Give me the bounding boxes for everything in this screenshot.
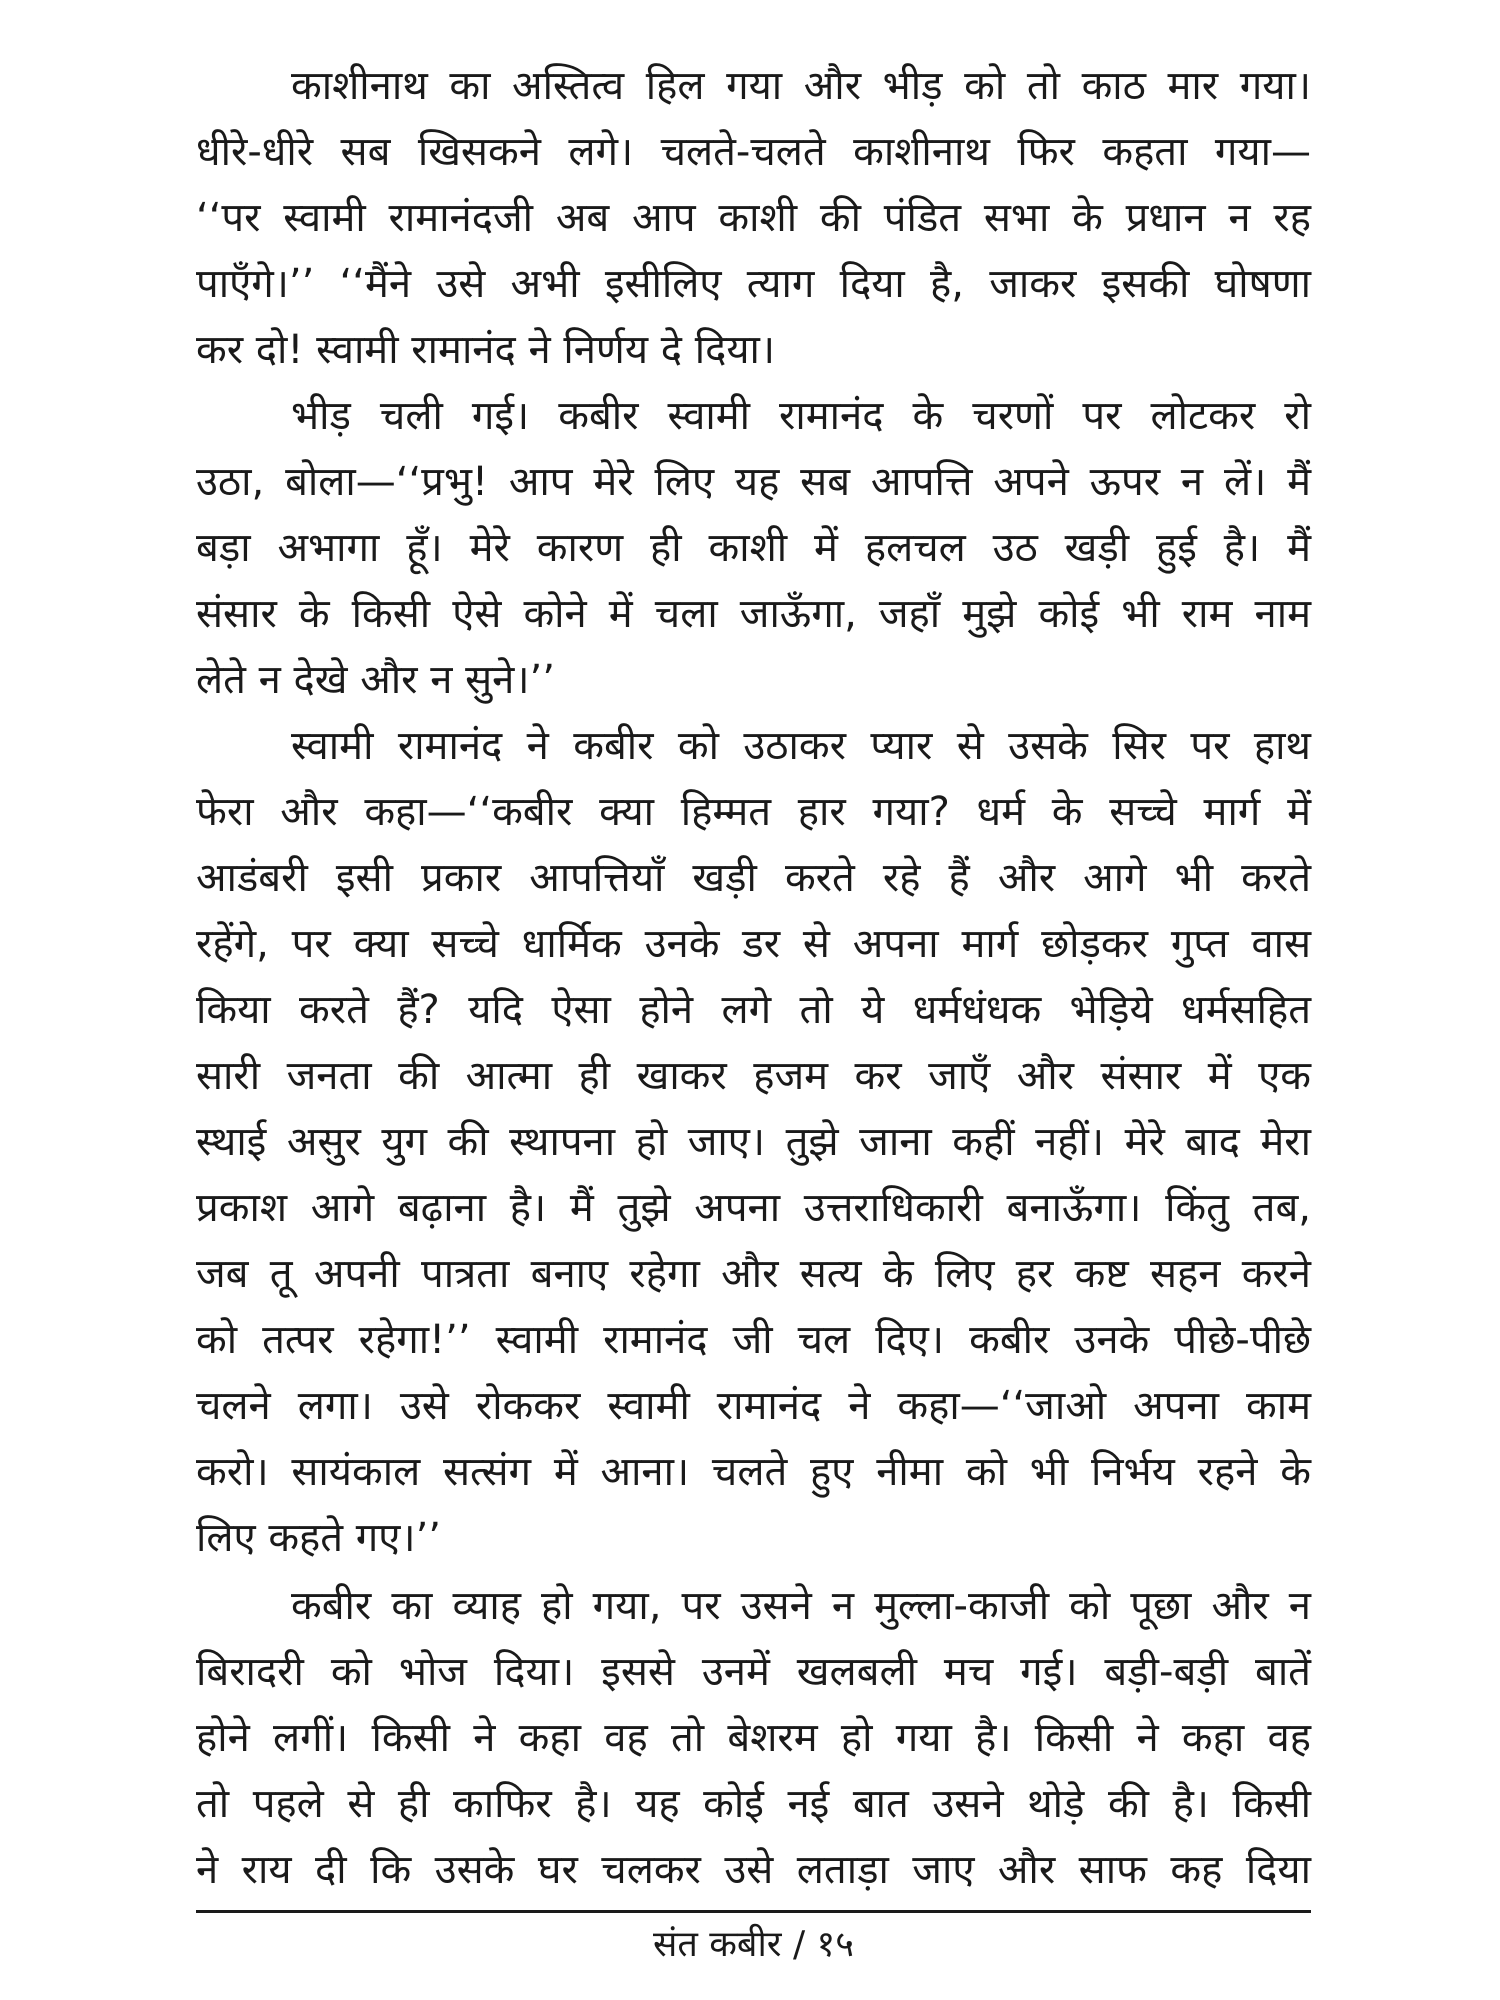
text-line: रहेंगे, पर क्या सच्चे धार्मिक उनके डर से अपना मार्ग छोड़कर गुप्त वास (196, 921, 1311, 967)
page-footer: संत कबीर / १५ (652, 1924, 854, 1965)
footer-rule (196, 1910, 1311, 1913)
text-line: आडंबरी इसी प्रकार आपत्तियाँ खड़ी करते रहे हैं और आगे भी करते (196, 855, 1311, 901)
text-line: करो। सायंकाल सत्संग में आना। चलते हुए नीमा को भी निर्भय रहने के (196, 1449, 1311, 1495)
text-line: को तत्पर रहेगा!’’ स्वामी रामानंद जी चल दिए। कबीर उनके पीछे-पीछे (196, 1317, 1311, 1363)
text-line: भीड़ चली गई। कबीर स्वामी रामानंद के चरणों पर लोटकर रो (291, 393, 1311, 439)
text-line: तो पहले से ही काफिर है। यह कोई नई बात उसने थोड़े की है। किसी (196, 1781, 1311, 1827)
text-line: बिरादरी को भोज दिया। इससे उनमें खलबली मच गई। बड़ी-बड़ी बातें (196, 1649, 1311, 1695)
text-line: प्रकाश आगे बढ़ाना है। मैं तुझे अपना उत्तराधिकारी बनाऊँगा। किंतु तब, (196, 1185, 1311, 1231)
text-line: होने लगीं। किसी ने कहा वह तो बेशरम हो गया है। किसी ने कहा वह (196, 1715, 1311, 1761)
text-line: बड़ा अभागा हूँ। मेरे कारण ही काशी में हलचल उठ खड़ी हुई है। मैं (196, 525, 1311, 571)
text-line: स्वामी रामानंद ने कबीर को उठाकर प्यार से उसके सिर पर हाथ (291, 723, 1311, 769)
text-line: धीरे-धीरे सब खिसकने लगे। चलते-चलते काशीनाथ फिर कहता गया— (196, 129, 1311, 175)
text-line: लेते न देखे और न सुने।’’ (196, 657, 555, 703)
page-footer-area (196, 52, 1311, 1965)
text-line: उठा, बोला—‘‘प्रभु! आप मेरे लिए यह सब आपत्ति अपने ऊपर न लें। मैं (196, 459, 1311, 505)
text-line: जब तू अपनी पात्रता बनाए रहेगा और सत्य के लिए हर कष्ट सहन करने (196, 1251, 1311, 1297)
text-line: लिए कहते गए।’’ (196, 1515, 442, 1561)
text-line: कर दो! स्वामी रामानंद ने निर्णय दे दिया। (196, 327, 776, 373)
text-line: ‘‘पर स्वामी रामानंदजी अब आप काशी की पंडित सभा के प्रधान न रह (196, 195, 1311, 241)
text-line: चलने लगा। उसे रोककर स्वामी रामानंद ने कहा—‘‘जाओ अपना काम (196, 1383, 1311, 1429)
text-line: सारी जनता की आत्मा ही खाकर हजम कर जाएँ और संसार में एक (196, 1053, 1311, 1099)
text-line: किया करते हैं? यदि ऐसा होने लगे तो ये धर्मधंधक भेड़िये धर्मसहित (196, 987, 1311, 1033)
text-line: फेरा और कहा—‘‘कबीर क्या हिम्मत हार गया? धर्म के सच्चे मार्ग में (196, 789, 1311, 835)
text-line: स्थाई असुर युग की स्थापना हो जाए। तुझे जाना कहीं नहीं। मेरे बाद मेरा (196, 1119, 1311, 1165)
text-line: ने राय दी कि उसके घर चलकर उसे लताड़ा जाए और साफ कह दिया (196, 1847, 1311, 1893)
text-line: संसार के किसी ऐसे कोने में चला जाऊँगा, जहाँ मुझे कोई भी राम नाम (196, 591, 1311, 637)
text-line: काशीनाथ का अस्तित्व हिल गया और भीड़ को तो काठ मार गया। (291, 63, 1311, 109)
text-line: पाएँगे।’’ ‘‘मैंने उसे अभी इसीलिए त्याग दिया है, जाकर इसकी घोषणा (196, 261, 1311, 307)
text-line: कबीर का व्याह हो गया, पर उसने न मुल्ला-काजी को पूछा और न (291, 1583, 1311, 1629)
